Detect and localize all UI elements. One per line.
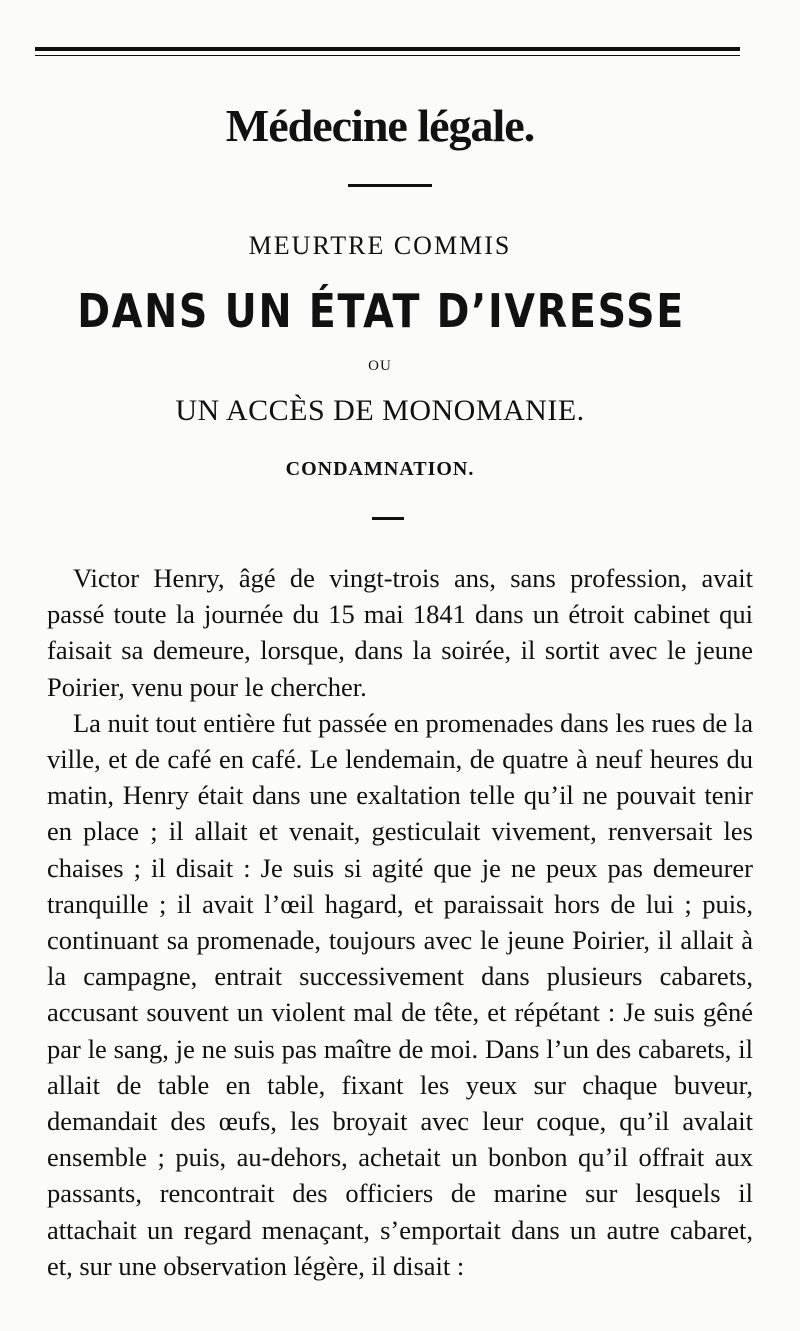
article-verdict-heading: CONDAMNATION. <box>285 458 475 480</box>
article-subtitle-small: MEURTRE COMMIS <box>248 231 512 260</box>
paragraph: La nuit tout entière fut passée en promenades dans les rues de la ville, et de café en café. Le lendemain, de quatre à neuf heures du matin, Henry était dans une exaltation telle qu’il ne pouvait tenir en place ; il allait et venait, gesticulait vivement, renversait les chaises ; il disait : Je suis si agité que je ne peux pas demeurer tranquille ; il avait l’œil hagard, et paraissait hors de lui ; puis, continuant sa promenade, toujours avec le jeune Poirier, il allait à la campagne, entrait successivement dans plusieurs cabarets, accusant souvent un violent mal de tête, et répétant : Je suis gêné par le sang, je ne suis pas maître de moi. Dans l’un des cabarets, il allait de table en table, fixant les yeux sur chaque buveur, demandait des œufs, les broyait avec leur coque, qu’il avalait ensemble ; puis, au-dehors, achetait un bonbon qu’il offrait aux passants, rencontrait des officiers de marine sur lesquels il attachait un regard menaçant, s’emportait dans un autre cabaret, et, sur une observation légère, il disait : <box>47 707 753 1281</box>
short-separator-rule <box>372 517 404 520</box>
header-double-rule-bottom <box>35 55 740 56</box>
article-body <box>47 560 753 1284</box>
article-subtitle-secondary: UN ACCÈS DE MONOMANIE. <box>175 394 585 427</box>
article-headline: DANS UN ÉTAT D’IVRESSE <box>77 284 686 338</box>
separator-rule <box>348 184 432 187</box>
paragraph: Victor Henry, âgé de vingt-trois ans, sans profession, avait passé toute la journée du 15 mai 1841 dans un étroit cabinet qui faisait sa demeure, lorsque, dans la soirée, il sortit avec le jeune Poirier, venu pour le chercher. <box>47 563 753 702</box>
article-conjunction: OU <box>368 358 392 374</box>
header-double-rule-top <box>35 47 740 51</box>
section-title: Médecine légale. <box>225 100 535 151</box>
